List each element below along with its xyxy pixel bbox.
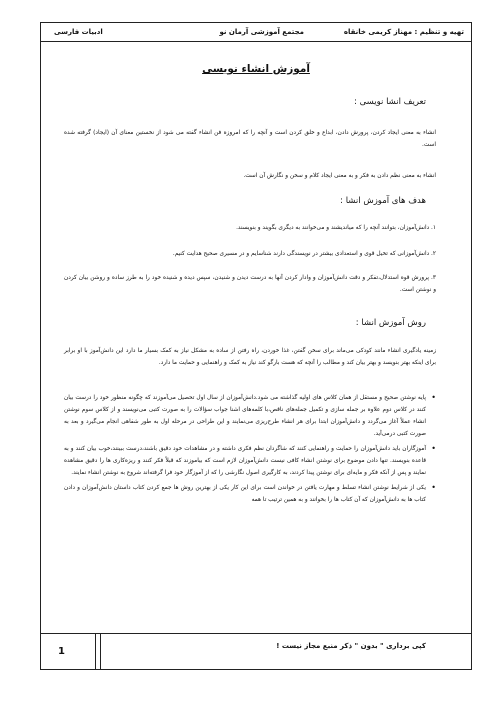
header-subject: ادبیات فارسی	[54, 28, 103, 36]
header-author: تهیه و تنظیم : مهناز کریمی خانقاه	[343, 28, 464, 36]
definition-paragraph-2: انشاء به معنی نظم دادن به فکر و به معنی ایجاد کلام و سخن و نگارش آن است.	[243, 173, 436, 179]
footer-copyright: کپی برداری " بدون " ذکر منبع مجاز نیست !	[276, 642, 426, 650]
footer-separator-inner	[100, 634, 101, 669]
footer-divider	[40, 633, 472, 634]
page-header	[40, 22, 472, 42]
page-title: آموزش انشاء نویسی	[202, 63, 310, 75]
goal-item-1: ۱. دانش‌آموزان، بتوانند آنچه را که میاندیشند و می‌خوانند به دیگری بگویند و بنویسند.	[236, 225, 436, 231]
definition-paragraph-1: انشاء به معنی ایجاد کردن، پرورش دادن، ابداع و خلق کردن است و آنچه را که امروزه فن انشاء گفته می شود از نخستین معنای آن (ایجاد) گرفته شده است.	[64, 130, 436, 148]
footer-separator	[95, 634, 96, 669]
methods-bullet-3: • یکی از شرایط نوشتن انشاء تسلط و مهارت یافتن در خواندن است برای این کار یکی از بهترین روش ها جمع کردن کتاب داستان دانش‌آموزان و دادن کتاب ها به دانش‌آموزان که آن کتاب ها را بخوانند و به همین ترتیب تا همه	[64, 482, 436, 506]
methods-heading: روش آموزش انشا :	[355, 318, 426, 328]
methods-bullet-list	[64, 392, 436, 509]
methods-bullet-1: • پایه نوشتن صحیح و مستقل از همان کلاس های اولیه گذاشته می شود.دانش‌آموزان از سال اول تحصیل می‌آموزند که چگونه منظور خود را درست بیان کنند در کلاس دوم علاوه بر جمله سازی و تکمیل جمله‌های ناقص،با کلمه‌های اشنا جواب سؤالات را به صورت کتبی می‌نویسند و از کلاس سوم نوشتن انشاء عملاً آغاز می‌گردد و دانش‌آموزان ابتدا برای هر انشاء طرح‌ریزی می‌نمایند و این طراحی در مرحله اول به طور شفاهی انجام می‌گیرد و بعد به صورت کتبی درمی‌آید.	[64, 392, 436, 440]
goal-item-3: ۳. پرورش قوه استدلال،تفکر و دقت دانش‌آموزان و وادار کردن آنها به درست دیدن و شنیدن، سپس دیده و شنیده خود را به طرز ساده و روشن بیان کردن و نوشتن است.	[64, 275, 436, 293]
goal-item-2: ۲. دانش‌آموزانی که تخیل قوی و استعدادی بیشتر در نویسندگی دارند شناسایم و در مسیری صحیح هدایت کنیم.	[172, 251, 436, 257]
definition-heading: تعریف انشا نویسی :	[354, 97, 426, 107]
header-center: مجتمع آموزشی آرمان نو	[219, 28, 304, 36]
goals-heading: هدف های آموزش انشا :	[340, 196, 426, 206]
methods-bullet-2: • آموزگاران باید دانش‌آموزان را حمایت و راهنمایی کنند که شاگردان نظم فکری داشته و در مشاهدات خود دقیق باشند،درست ببینند،خوب بیان کنند و به قاعده بنویسند. تنها دادن موضوع برای نوشتن انشاء کافی نیست دانش‌آموزان لازم است که بیاموزند که قبلاً فکر کنند و ریزه‌کاری ها را دقیق مشاهده نمایند و پس از آنکه فکر و مایه‌ای برای نوشتن پیدا کردند، به کارگیری اصول نگارشی را که از آموزگار خود فرا گرفته‌اند شروع به نوشتن انشاء نمایند.	[64, 443, 436, 479]
methods-paragraph: زمینه یادگیری انشاء مانند کودکی می‌ماند برای سخن گفتن، غذا خوردن، راه رفتن از ساده به مشکل نیاز به کمک بسیار ما دارد این دانش‌آموز با او برابر برای اینکه بهتر بنویسد و بهتر بیان کند و مطالب را آنچه که هست بارگو کند نیاز به کمک و راهنمایی و حمایت ما دارد.	[64, 348, 436, 366]
page-number: 1	[58, 646, 65, 657]
